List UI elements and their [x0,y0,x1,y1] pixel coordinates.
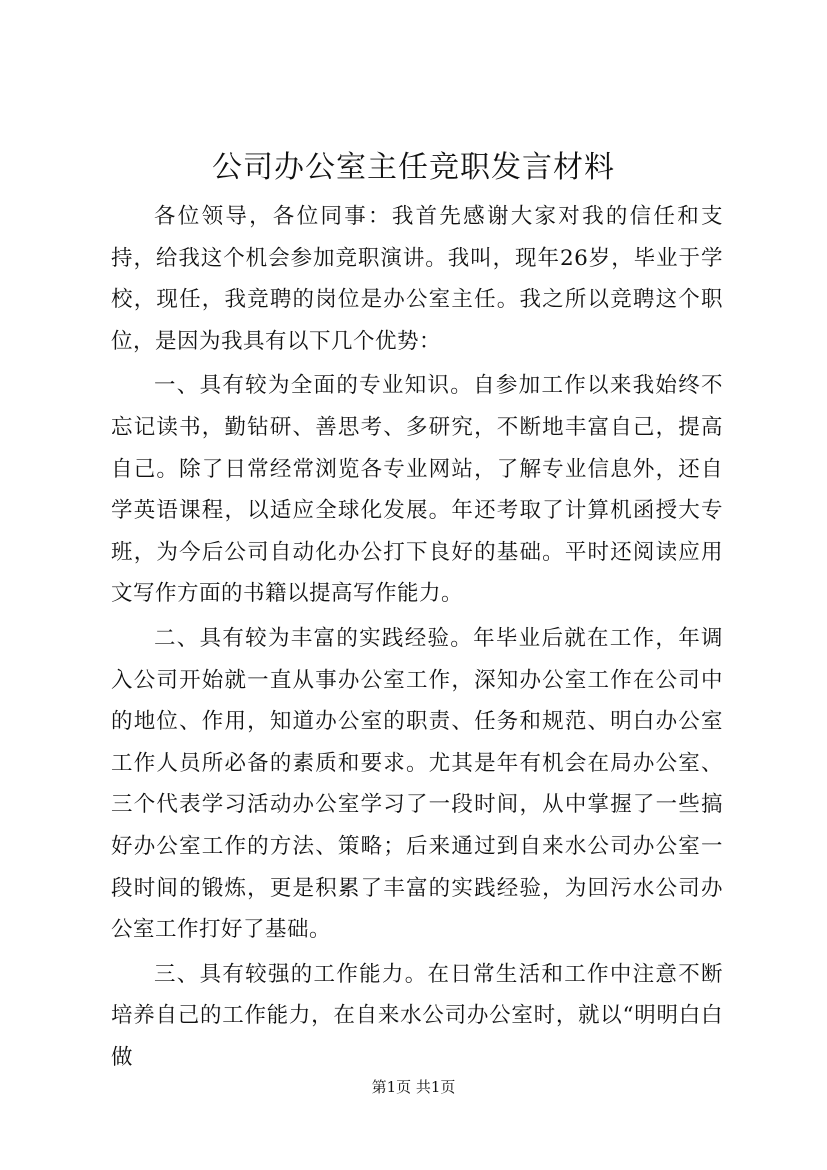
paragraph-advantage-ability: 三、具有较强的工作能力。在日常生活和工作中注意不断培养自己的工作能力，在自来水公司办公室时，就以“明明白白做 [111,961,723,1070]
document-body [111,196,723,1078]
document-title: 公司办公室主任竞职发言材料 [212,150,615,185]
paragraph-advantage-experience: 二、具有较为丰富的实践经验。年毕业后就在工作，年调入公司开始就一直从事办公室工作，深知办公室工作在公司中的地位、作用，知道办公室的职责、任务和规范、明白办公室工作人员所必备的素质和要求。尤其是年有机会在局办公室、三个代表学习活动办公室学习了一段时间，从中掌握了一些搞好办公室工作的方法、策略；后来通过到自来水公司办公室一段时间的锻炼，更是积累了丰富的实践经验，为回污水公司办公室工作打好了基础。 [111,625,723,943]
paragraph-advantage-knowledge: 一、具有较为全面的专业知识。自参加工作以来我始终不忘记读书，勤钻研、善思考、多研究，不断地丰富自己，提高自己。除了日常经常浏览各专业网站，了解专业信息外，还自学英语课程，以适应全球化发展。年还考取了计算机函授大专班，为今后公司自动化办公打下良好的基础。平时还阅读应用文写作方面的书籍以提高写作能力。 [111,373,723,607]
page-footer: 第1页 共1页 [371,1078,456,1096]
paragraph-greeting: 各位领导，各位同事：我首先感谢大家对我的信任和支持，给我这个机会参加竞职演讲。我叫，现年26岁，毕业于学校，现任，我竞聘的岗位是办公室主任。我之所以竞聘这个职位，是因为我具有以下几个优势： [111,204,723,354]
